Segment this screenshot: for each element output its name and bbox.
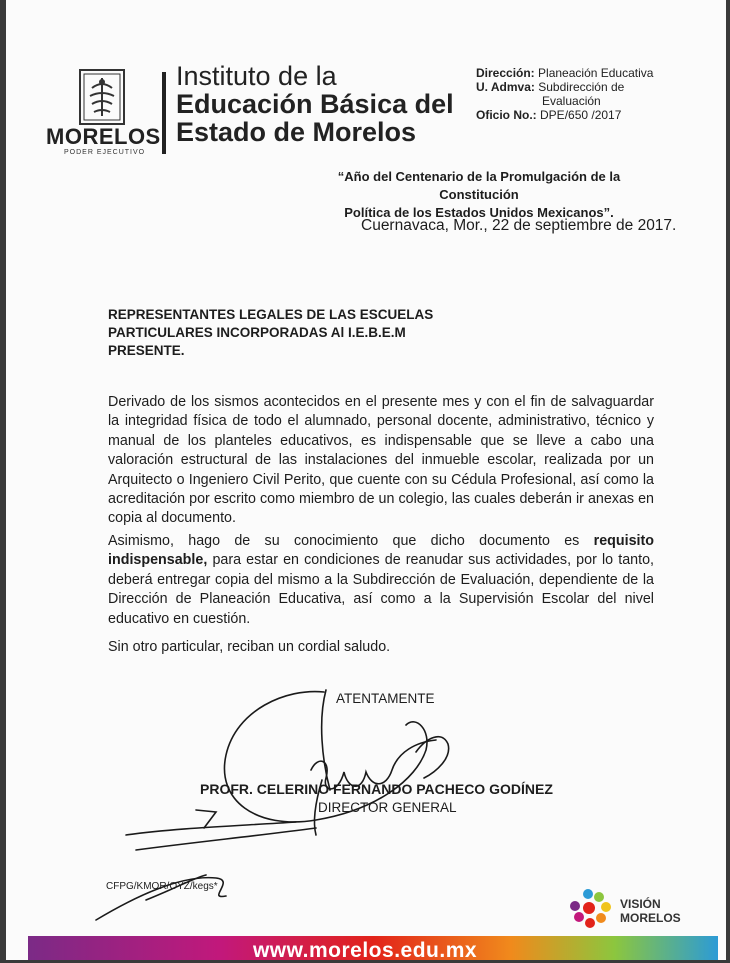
place-date: Cuernavaca, Mor., 22 de septiembre de 2017. [361,217,677,234]
motto-line1: “Año del Centenario de la Promulgación de la Constitución [337,169,621,202]
addressee-line1: REPRESENTANTES LEGALES DE LAS ESCUELAS [108,307,434,322]
body-paragraph-2 [108,532,654,629]
vision-morelos-text [620,897,681,925]
admva-value: Subdirección de [538,80,625,94]
p2-text-b: para estar en condiciones de reanudar sus actividades, por lo tanto, deberá entregar copia del mismo a la Subdirección de Evaluación, dependiente de la Dirección de Planeación Educativa, así como a la Supervisión Escolar del nivel educativo en cuestión. [108,552,654,627]
admva-value-cont: Evaluación [542,94,601,108]
signer-name: PROFR. CELERINO FERNANDO PACHECO GODÍNEZ [200,781,553,797]
oficio-number: DPE/650 /2017 [540,108,622,122]
addressee-line3: PRESENTE. [108,343,185,358]
motto-line2: Política de los Estados Unidos Mexicanos”. [344,205,614,220]
document-page [6,0,726,960]
vision-morelos-logo-icon [566,886,616,930]
morelos-emblem-icon [78,68,126,126]
institute-title-line3: Estado de Morelos [176,117,417,147]
body-paragraph-1: Derivado de los sismos acontecidos en el presente mes y con el fin de salvaguardar la integridad física de todo el alumnado, personal docente, administrativo, técnico y manual de los planteles educativos, es indispensable que se lleve a cabo una valoración estructural de las instalaciones del inmueble escolar, realizada por un Arquitecto o Ingeniero Civil Perito, que cuente con su Cédula Profesional, así como la acreditación por escrito como miembro de un colegio, las cuales deberán ir anexas en copia al documento. [108,394,654,527]
oficio-label: Oficio No.: [476,108,537,122]
p2-emphasis: requisito indispensable, [108,533,654,569]
year-motto [306,168,652,222]
vision-line2: MORELOS [620,911,681,925]
reference-initials: CFPG/KMOR/OYZ/kegs* [106,881,218,892]
logo-wordmark: MORELOS [46,124,161,149]
header-divider [162,72,166,154]
institute-title [176,62,454,146]
direccion-value: Planeación Educativa [538,66,654,80]
footer-url[interactable]: www.morelos.edu.mx [252,939,478,962]
p2-text-a: Asimismo, hago de su conocimiento que dicho documento es [108,533,594,549]
closing-atentamente: ATENTAMENTE [336,691,435,706]
body-paragraph-3: Sin otro particular, reciban un cordial saludo. [108,639,391,655]
institute-title-line2: Educación Básica del [176,89,454,119]
signer-role: DIRECTOR GENERAL [318,800,457,815]
vision-line1: VISIÓN [620,897,661,911]
logo-subtitle: PODER EJECUTIVO [64,149,146,156]
admva-label: U. Admva: [476,80,535,94]
institute-title-line1: Instituto de la [176,61,337,91]
direccion-label: Dirección: [476,66,535,80]
document-meta [476,66,653,122]
addressee-line2: PARTICULARES INCORPORADAS Al I.E.B.E.M [108,325,406,340]
addressee-block [108,306,433,360]
